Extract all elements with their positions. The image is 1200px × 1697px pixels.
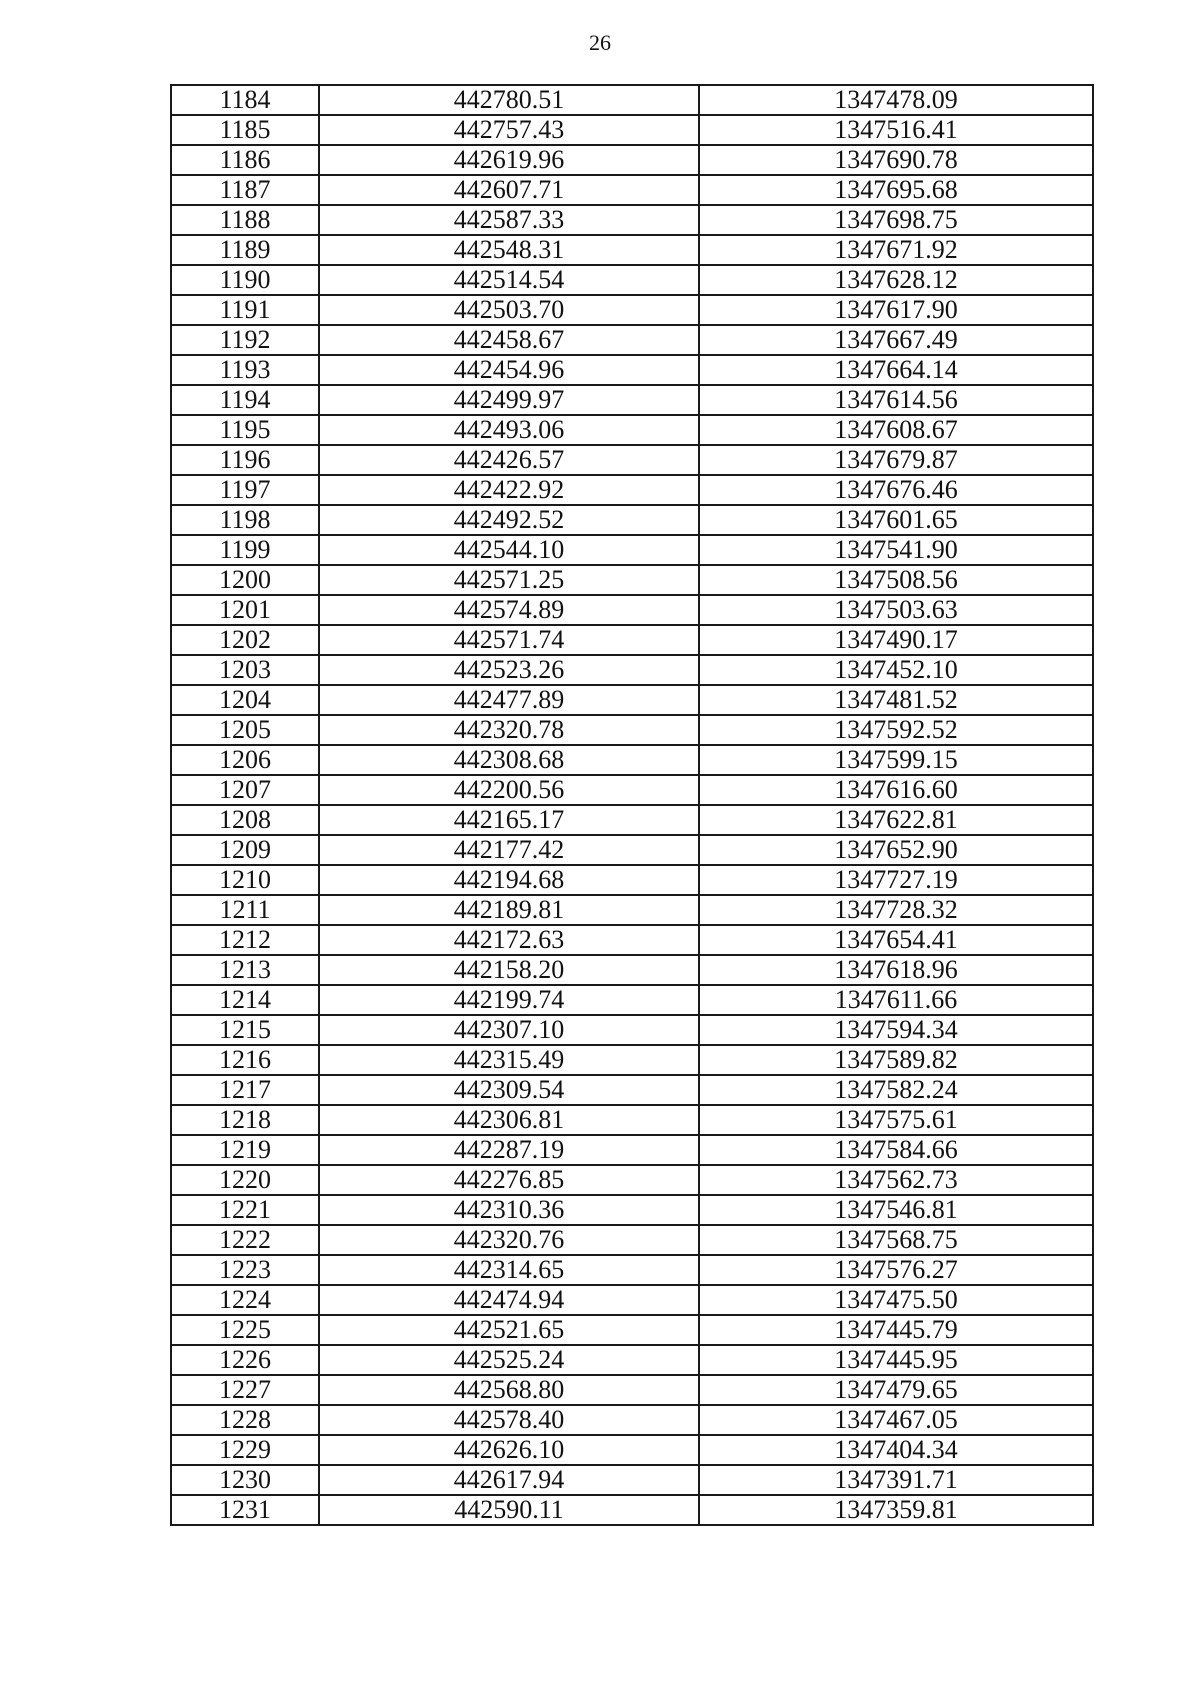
y-coordinate-cell: 1347541.90 <box>699 535 1093 565</box>
y-coordinate-cell: 1347452.10 <box>699 655 1093 685</box>
x-coordinate-cell: 442619.96 <box>319 145 699 175</box>
table-row <box>171 205 1093 235</box>
table-row <box>171 685 1093 715</box>
point-number-cell: 1220 <box>171 1165 319 1195</box>
table-row <box>171 115 1093 145</box>
y-coordinate-cell: 1347618.96 <box>699 955 1093 985</box>
table-row <box>171 1045 1093 1075</box>
x-coordinate-cell: 442320.78 <box>319 715 699 745</box>
point-number-cell: 1226 <box>171 1345 319 1375</box>
y-coordinate-cell: 1347478.09 <box>699 85 1093 115</box>
x-coordinate-cell: 442568.80 <box>319 1375 699 1405</box>
y-coordinate-cell: 1347616.60 <box>699 775 1093 805</box>
x-coordinate-cell: 442189.81 <box>319 895 699 925</box>
x-coordinate-cell: 442172.63 <box>319 925 699 955</box>
x-coordinate-cell: 442158.20 <box>319 955 699 985</box>
point-number-cell: 1190 <box>171 265 319 295</box>
y-coordinate-cell: 1347475.50 <box>699 1285 1093 1315</box>
point-number-cell: 1195 <box>171 415 319 445</box>
x-coordinate-cell: 442587.33 <box>319 205 699 235</box>
point-number-cell: 1214 <box>171 985 319 1015</box>
point-number-cell: 1194 <box>171 385 319 415</box>
y-coordinate-cell: 1347516.41 <box>699 115 1093 145</box>
y-coordinate-cell: 1347592.52 <box>699 715 1093 745</box>
y-coordinate-cell: 1347404.34 <box>699 1435 1093 1465</box>
y-coordinate-cell: 1347546.81 <box>699 1195 1093 1225</box>
x-coordinate-cell: 442574.89 <box>319 595 699 625</box>
x-coordinate-cell: 442493.06 <box>319 415 699 445</box>
y-coordinate-cell: 1347445.79 <box>699 1315 1093 1345</box>
point-number-cell: 1204 <box>171 685 319 715</box>
x-coordinate-cell: 442315.49 <box>319 1045 699 1075</box>
table-row <box>171 1405 1093 1435</box>
point-number-cell: 1209 <box>171 835 319 865</box>
x-coordinate-cell: 442458.67 <box>319 325 699 355</box>
x-coordinate-cell: 442287.19 <box>319 1135 699 1165</box>
point-number-cell: 1203 <box>171 655 319 685</box>
point-number-cell: 1205 <box>171 715 319 745</box>
table-row <box>171 865 1093 895</box>
table-row <box>171 1135 1093 1165</box>
x-coordinate-cell: 442757.43 <box>319 115 699 145</box>
point-number-cell: 1210 <box>171 865 319 895</box>
x-coordinate-cell: 442780.51 <box>319 85 699 115</box>
table-row <box>171 1195 1093 1225</box>
x-coordinate-cell: 442523.26 <box>319 655 699 685</box>
y-coordinate-cell: 1347490.17 <box>699 625 1093 655</box>
y-coordinate-cell: 1347599.15 <box>699 745 1093 775</box>
point-number-cell: 1228 <box>171 1405 319 1435</box>
table-row <box>171 715 1093 745</box>
table-row <box>171 1165 1093 1195</box>
table-row <box>171 745 1093 775</box>
table-row <box>171 145 1093 175</box>
table-row <box>171 835 1093 865</box>
x-coordinate-cell: 442544.10 <box>319 535 699 565</box>
x-coordinate-cell: 442477.89 <box>319 685 699 715</box>
x-coordinate-cell: 442525.24 <box>319 1345 699 1375</box>
point-number-cell: 1217 <box>171 1075 319 1105</box>
point-number-cell: 1216 <box>171 1045 319 1075</box>
table-row <box>171 775 1093 805</box>
y-coordinate-cell: 1347601.65 <box>699 505 1093 535</box>
point-number-cell: 1222 <box>171 1225 319 1255</box>
table-row <box>171 535 1093 565</box>
table-row <box>171 655 1093 685</box>
x-coordinate-cell: 442309.54 <box>319 1075 699 1105</box>
table-row <box>171 895 1093 925</box>
point-number-cell: 1219 <box>171 1135 319 1165</box>
y-coordinate-cell: 1347359.81 <box>699 1495 1093 1525</box>
point-number-cell: 1196 <box>171 445 319 475</box>
point-number-cell: 1193 <box>171 355 319 385</box>
coordinates-table-body <box>171 85 1093 1525</box>
table-row <box>171 1435 1093 1465</box>
x-coordinate-cell: 442571.74 <box>319 625 699 655</box>
y-coordinate-cell: 1347589.82 <box>699 1045 1093 1075</box>
table-row <box>171 1465 1093 1495</box>
y-coordinate-cell: 1347562.73 <box>699 1165 1093 1195</box>
table-row <box>171 355 1093 385</box>
point-number-cell: 1184 <box>171 85 319 115</box>
x-coordinate-cell: 442548.31 <box>319 235 699 265</box>
point-number-cell: 1202 <box>171 625 319 655</box>
point-number-cell: 1211 <box>171 895 319 925</box>
point-number-cell: 1223 <box>171 1255 319 1285</box>
x-coordinate-cell: 442626.10 <box>319 1435 699 1465</box>
table-row <box>171 415 1093 445</box>
table-row <box>171 1255 1093 1285</box>
coordinates-table <box>170 84 1094 1526</box>
table-row <box>171 1375 1093 1405</box>
x-coordinate-cell: 442165.17 <box>319 805 699 835</box>
x-coordinate-cell: 442578.40 <box>319 1405 699 1435</box>
point-number-cell: 1200 <box>171 565 319 595</box>
y-coordinate-cell: 1347622.81 <box>699 805 1093 835</box>
y-coordinate-cell: 1347576.27 <box>699 1255 1093 1285</box>
table-row <box>171 1225 1093 1255</box>
point-number-cell: 1225 <box>171 1315 319 1345</box>
table-row <box>171 1315 1093 1345</box>
y-coordinate-cell: 1347654.41 <box>699 925 1093 955</box>
point-number-cell: 1215 <box>171 1015 319 1045</box>
x-coordinate-cell: 442306.81 <box>319 1105 699 1135</box>
x-coordinate-cell: 442200.56 <box>319 775 699 805</box>
table-row <box>171 1495 1093 1525</box>
table-row <box>171 475 1093 505</box>
x-coordinate-cell: 442617.94 <box>319 1465 699 1495</box>
table-row <box>171 1285 1093 1315</box>
point-number-cell: 1221 <box>171 1195 319 1225</box>
x-coordinate-cell: 442426.57 <box>319 445 699 475</box>
point-number-cell: 1197 <box>171 475 319 505</box>
y-coordinate-cell: 1347614.56 <box>699 385 1093 415</box>
point-number-cell: 1212 <box>171 925 319 955</box>
table-row <box>171 1345 1093 1375</box>
y-coordinate-cell: 1347628.12 <box>699 265 1093 295</box>
point-number-cell: 1199 <box>171 535 319 565</box>
y-coordinate-cell: 1347568.75 <box>699 1225 1093 1255</box>
x-coordinate-cell: 442590.11 <box>319 1495 699 1525</box>
table-row <box>171 805 1093 835</box>
x-coordinate-cell: 442307.10 <box>319 1015 699 1045</box>
point-number-cell: 1192 <box>171 325 319 355</box>
x-coordinate-cell: 442308.68 <box>319 745 699 775</box>
point-number-cell: 1213 <box>171 955 319 985</box>
table-row <box>171 1075 1093 1105</box>
y-coordinate-cell: 1347575.61 <box>699 1105 1093 1135</box>
x-coordinate-cell: 442177.42 <box>319 835 699 865</box>
point-number-cell: 1207 <box>171 775 319 805</box>
point-number-cell: 1198 <box>171 505 319 535</box>
table-row <box>171 235 1093 265</box>
table-row <box>171 295 1093 325</box>
point-number-cell: 1206 <box>171 745 319 775</box>
x-coordinate-cell: 442521.65 <box>319 1315 699 1345</box>
point-number-cell: 1201 <box>171 595 319 625</box>
x-coordinate-cell: 442571.25 <box>319 565 699 595</box>
x-coordinate-cell: 442514.54 <box>319 265 699 295</box>
y-coordinate-cell: 1347608.67 <box>699 415 1093 445</box>
y-coordinate-cell: 1347671.92 <box>699 235 1093 265</box>
x-coordinate-cell: 442503.70 <box>319 295 699 325</box>
y-coordinate-cell: 1347690.78 <box>699 145 1093 175</box>
point-number-cell: 1208 <box>171 805 319 835</box>
y-coordinate-cell: 1347679.87 <box>699 445 1093 475</box>
table-row <box>171 385 1093 415</box>
table-row <box>171 175 1093 205</box>
point-number-cell: 1188 <box>171 205 319 235</box>
point-number-cell: 1189 <box>171 235 319 265</box>
y-coordinate-cell: 1347467.05 <box>699 1405 1093 1435</box>
x-coordinate-cell: 442320.76 <box>319 1225 699 1255</box>
point-number-cell: 1231 <box>171 1495 319 1525</box>
y-coordinate-cell: 1347584.66 <box>699 1135 1093 1165</box>
y-coordinate-cell: 1347391.71 <box>699 1465 1093 1495</box>
y-coordinate-cell: 1347667.49 <box>699 325 1093 355</box>
x-coordinate-cell: 442607.71 <box>319 175 699 205</box>
x-coordinate-cell: 442194.68 <box>319 865 699 895</box>
x-coordinate-cell: 442310.36 <box>319 1195 699 1225</box>
table-row <box>171 925 1093 955</box>
table-row <box>171 985 1093 1015</box>
x-coordinate-cell: 442454.96 <box>319 355 699 385</box>
table-row <box>171 1105 1093 1135</box>
y-coordinate-cell: 1347594.34 <box>699 1015 1093 1045</box>
table-row <box>171 85 1093 115</box>
table-row <box>171 595 1093 625</box>
x-coordinate-cell: 442499.97 <box>319 385 699 415</box>
table-row <box>171 505 1093 535</box>
table-row <box>171 265 1093 295</box>
y-coordinate-cell: 1347508.56 <box>699 565 1093 595</box>
point-number-cell: 1186 <box>171 145 319 175</box>
y-coordinate-cell: 1347582.24 <box>699 1075 1093 1105</box>
table-row <box>171 445 1093 475</box>
x-coordinate-cell: 442314.65 <box>319 1255 699 1285</box>
point-number-cell: 1185 <box>171 115 319 145</box>
y-coordinate-cell: 1347652.90 <box>699 835 1093 865</box>
point-number-cell: 1227 <box>171 1375 319 1405</box>
table-row <box>171 1015 1093 1045</box>
y-coordinate-cell: 1347617.90 <box>699 295 1093 325</box>
x-coordinate-cell: 442422.92 <box>319 475 699 505</box>
y-coordinate-cell: 1347664.14 <box>699 355 1093 385</box>
table-row <box>171 625 1093 655</box>
y-coordinate-cell: 1347479.65 <box>699 1375 1093 1405</box>
table-row <box>171 565 1093 595</box>
table-row <box>171 325 1093 355</box>
table-row <box>171 955 1093 985</box>
y-coordinate-cell: 1347445.95 <box>699 1345 1093 1375</box>
point-number-cell: 1191 <box>171 295 319 325</box>
y-coordinate-cell: 1347676.46 <box>699 475 1093 505</box>
point-number-cell: 1218 <box>171 1105 319 1135</box>
y-coordinate-cell: 1347481.52 <box>699 685 1093 715</box>
point-number-cell: 1229 <box>171 1435 319 1465</box>
page-number: 26 <box>589 30 611 55</box>
y-coordinate-cell: 1347695.68 <box>699 175 1093 205</box>
point-number-cell: 1187 <box>171 175 319 205</box>
y-coordinate-cell: 1347728.32 <box>699 895 1093 925</box>
x-coordinate-cell: 442474.94 <box>319 1285 699 1315</box>
y-coordinate-cell: 1347727.19 <box>699 865 1093 895</box>
y-coordinate-cell: 1347503.63 <box>699 595 1093 625</box>
y-coordinate-cell: 1347698.75 <box>699 205 1093 235</box>
x-coordinate-cell: 442492.52 <box>319 505 699 535</box>
x-coordinate-cell: 442199.74 <box>319 985 699 1015</box>
y-coordinate-cell: 1347611.66 <box>699 985 1093 1015</box>
x-coordinate-cell: 442276.85 <box>319 1165 699 1195</box>
point-number-cell: 1224 <box>171 1285 319 1315</box>
point-number-cell: 1230 <box>171 1465 319 1495</box>
